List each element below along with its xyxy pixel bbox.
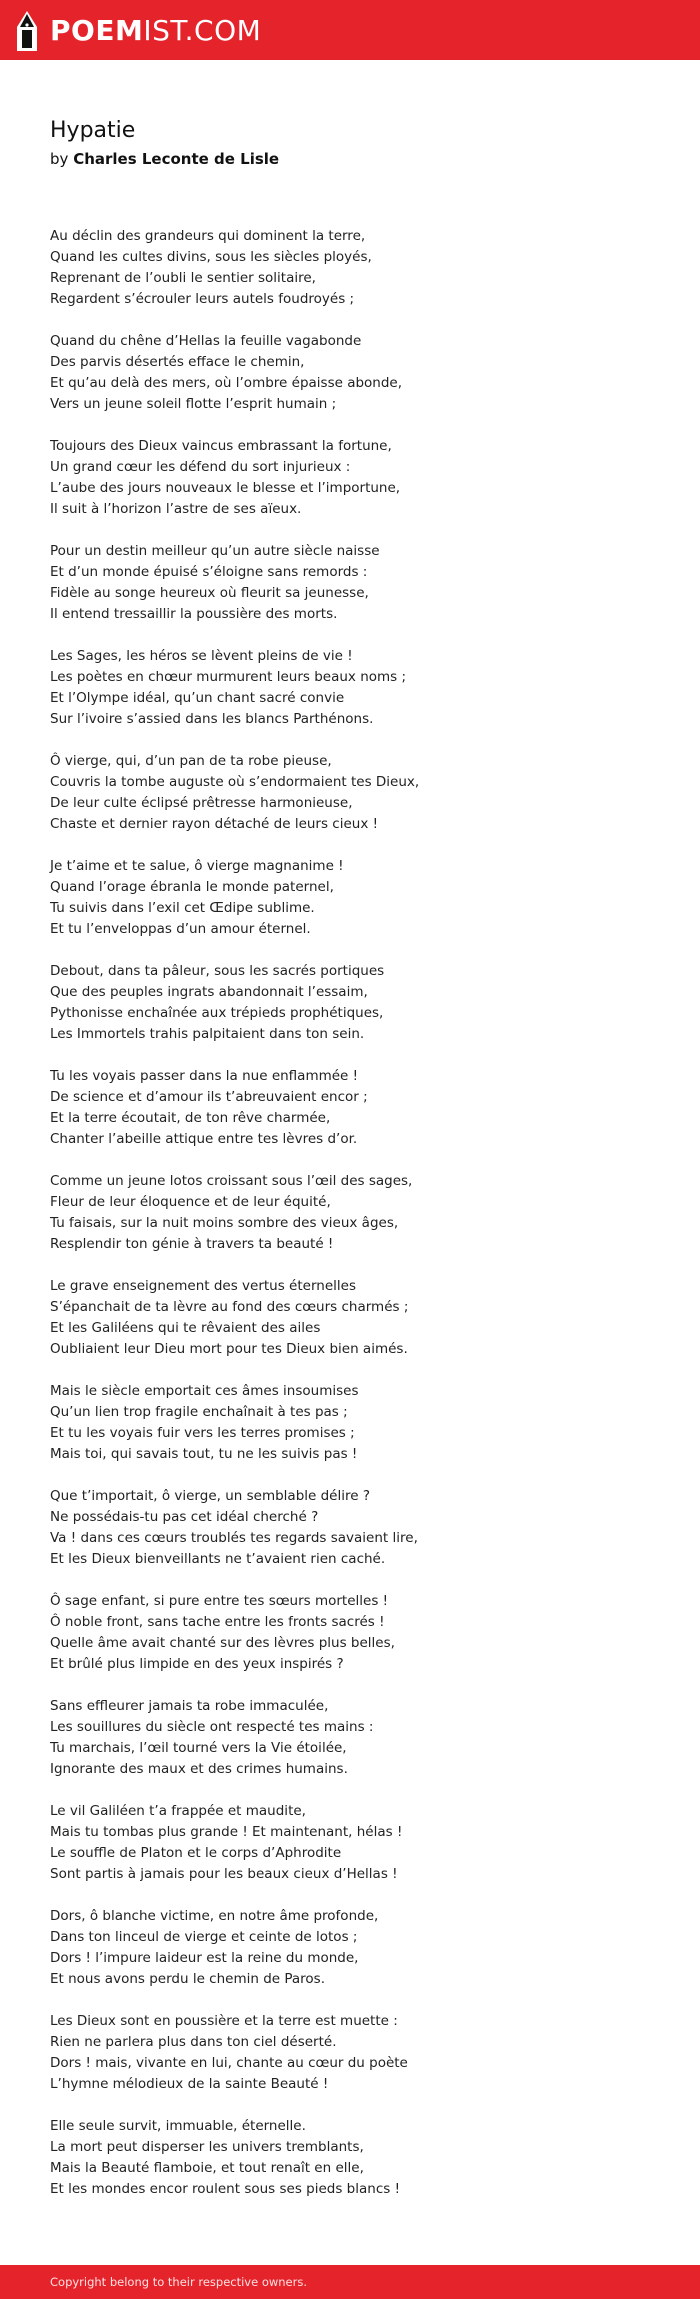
poem-body <box>50 226 650 2200</box>
poem-line: Il entend tressaillir la poussière des morts. <box>50 606 338 622</box>
poem-line: Les poètes en chœur murmurent leurs beaux noms ; <box>50 669 407 685</box>
poem-line: Ô noble front, sans tache entre les fronts sacrés ! <box>50 1614 385 1630</box>
poem-line: Et les Galiléens qui te rêvaient des ailes <box>50 1320 321 1336</box>
poem-line: Le souffle de Platon et le corps d’Aphrodite <box>50 1845 342 1861</box>
poem-line: S’épanchait de ta lèvre au fond des cœurs charmés ; <box>50 1299 409 1315</box>
poem-line: Mais la Beauté flamboie, et tout renaît en elle, <box>50 2160 364 2176</box>
poem-line: Je t’aime et te salue, ô vierge magnanime ! <box>50 858 344 874</box>
poem-line: Regardent s’écrouler leurs autels foudroyés ; <box>50 291 355 307</box>
poem-line: Et qu’au delà des mers, où l’ombre épaisse abonde, <box>50 375 403 391</box>
poem-stanza <box>50 961 650 1045</box>
poem-line: Quand du chêne d’Hellas la feuille vagabonde <box>50 333 362 349</box>
poem-line: Ô vierge, qui, d’un pan de ta robe pieuse, <box>50 753 332 769</box>
logo-wordmark-light: IST.COM <box>143 14 262 47</box>
poem-line: La mort peut disperser les univers tremblants, <box>50 2139 364 2155</box>
poem-line: Fleur de leur éloquence et de leur équité, <box>50 1194 331 1210</box>
poem-line: Et brûlé plus limpide en des yeux inspirés ? <box>50 1656 344 1672</box>
poem-line: Quand l’orage ébranla le monde paternel, <box>50 879 334 895</box>
poem-line: Que des peuples ingrats abandonnait l’essaim, <box>50 984 368 1000</box>
poem-stanza <box>50 2116 650 2200</box>
poem-line: Elle seule survit, immuable, éternelle. <box>50 2118 306 2134</box>
poem-line: Les Immortels trahis palpitaient dans ton sein. <box>50 1026 365 1042</box>
poem-stanza <box>50 226 650 310</box>
poem-stanza <box>50 856 650 940</box>
poem-line: Rien ne parlera plus dans ton ciel déserté. <box>50 2034 337 2050</box>
pen-nib-icon <box>16 11 38 51</box>
poem-stanza <box>50 1486 650 1570</box>
poem-line: Vers un jeune soleil flotte l’esprit humain ; <box>50 396 337 412</box>
poem-line: Debout, dans ta pâleur, sous les sacrés portiques <box>50 963 385 979</box>
poem-line: Et l’Olympe idéal, qu’un chant sacré convie <box>50 690 345 706</box>
poem-stanza <box>50 331 650 415</box>
poem-line: L’aube des jours nouveaux le blesse et l’importune, <box>50 480 401 496</box>
poem-line: Oubliaient leur Dieu mort pour tes Dieux bien aimés. <box>50 1341 408 1357</box>
logo-wordmark-bold: POEM <box>50 14 144 47</box>
poem-line: Sur l’ivoire s’assied dans les blancs Parthénons. <box>50 711 374 727</box>
poem-line: Dans ton linceul de vierge et ceinte de lotos ; <box>50 1929 358 1945</box>
poem-line: Tu faisais, sur la nuit moins sombre des vieux âges, <box>50 1215 399 1231</box>
poem-line: Ne possédais-tu pas cet idéal cherché ? <box>50 1509 319 1525</box>
poem-line: Un grand cœur les défend du sort injurieux : <box>50 459 351 475</box>
byline-label: by <box>50 150 69 168</box>
site-logo[interactable] <box>16 11 261 51</box>
poem-line: De science et d’amour ils t’abreuvaient encor ; <box>50 1089 368 1105</box>
poem-line: Sans effleurer jamais ta robe immaculée, <box>50 1698 329 1714</box>
poem-line: Quand les cultes divins, sous les siècles ployés, <box>50 249 372 265</box>
poem-content <box>50 116 650 2221</box>
poem-line: Va ! dans ces cœurs troublés tes regards savaient lire, <box>50 1530 418 1546</box>
poem-line: Tu suivis dans l’exil cet Œdipe sublime. <box>50 900 315 916</box>
poem-line: Pour un destin meilleur qu’un autre siècle naisse <box>50 543 380 559</box>
poem-stanza <box>50 1276 650 1360</box>
poem-line: Reprenant de l’oubli le sentier solitaire, <box>50 270 316 286</box>
poem-line: Les Dieux sont en poussière et la terre est muette : <box>50 2013 398 2029</box>
poem-stanza <box>50 1906 650 1990</box>
poem-line: Des parvis désertés efface le chemin, <box>50 354 305 370</box>
poem-line: Et nous avons perdu le chemin de Paros. <box>50 1971 326 1987</box>
poem-line: L’hymne mélodieux de la sainte Beauté ! <box>50 2076 329 2092</box>
poem-line: Dors ! mais, vivante en lui, chante au cœur du poète <box>50 2055 408 2071</box>
poem-line: Et tu l’enveloppas d’un amour éternel. <box>50 921 311 937</box>
poem-line: Ignorante des maux et des crimes humains. <box>50 1761 348 1777</box>
poem-line: Pythonisse enchaînée aux trépieds prophétiques, <box>50 1005 384 1021</box>
poem-author[interactable]: Charles Leconte de Lisle <box>73 150 280 168</box>
poem-byline <box>50 148 650 170</box>
poem-line: Mais toi, qui savais tout, tu ne les suivis pas ! <box>50 1446 358 1462</box>
poem-stanza <box>50 1171 650 1255</box>
poem-line: De leur culte éclipsé prêtresse harmonieuse, <box>50 795 353 811</box>
poem-line: Tu les voyais passer dans la nue enflammée ! <box>50 1068 359 1084</box>
poem-line: Comme un jeune lotos croissant sous l’œil des sages, <box>50 1173 413 1189</box>
poem-line: Tu marchais, l’œil tourné vers la Vie étoilée, <box>50 1740 347 1756</box>
poem-line: Ô sage enfant, si pure entre tes sœurs mortelles ! <box>50 1593 389 1609</box>
poem-line: Couvris la tombe auguste où s’endormaient tes Dieux, <box>50 774 420 790</box>
poem-stanza <box>50 1591 650 1675</box>
poem-stanza <box>50 1066 650 1150</box>
copyright-notice: Copyright belong to their respective owners. <box>50 2275 308 2289</box>
poem-stanza <box>50 2011 650 2095</box>
poem-stanza <box>50 541 650 625</box>
poem-stanza <box>50 646 650 730</box>
poem-stanza <box>50 1381 650 1465</box>
poem-line: Sont partis à jamais pour les beaux cieux d’Hellas ! <box>50 1866 398 1882</box>
poem-stanza <box>50 1696 650 1780</box>
site-footer <box>0 2265 700 2299</box>
poem-line: Toujours des Dieux vaincus embrassant la fortune, <box>50 438 392 454</box>
poem-line: Les Sages, les héros se lèvent pleins de vie ! <box>50 648 353 664</box>
site-header <box>0 0 700 60</box>
poem-title: Hypatie <box>50 118 136 143</box>
poem-line: Le grave enseignement des vertus éternelles <box>50 1278 356 1294</box>
poem-line: Qu’un lien trop fragile enchaînait à tes pas ; <box>50 1404 348 1420</box>
poem-line: Au déclin des grandeurs qui dominent la terre, <box>50 228 366 244</box>
logo-wordmark <box>50 11 261 51</box>
poem-stanza <box>50 1801 650 1885</box>
poem-line: Les souillures du siècle ont respecté tes mains : <box>50 1719 374 1735</box>
poem-line: Fidèle au songe heureux où fleurit sa jeunesse, <box>50 585 369 601</box>
poem-stanza <box>50 751 650 835</box>
poem-line: Mais tu tombas plus grande ! Et maintenant, hélas ! <box>50 1824 403 1840</box>
poem-stanza <box>50 436 650 520</box>
poem-line: Et les Dieux bienveillants ne t’avaient rien caché. <box>50 1551 386 1567</box>
poem-line: Le vil Galiléen t’a frappée et maudite, <box>50 1803 306 1819</box>
poem-line: Mais le siècle emportait ces âmes insoumises <box>50 1383 359 1399</box>
poem-line: Dors, ô blanche victime, en notre âme profonde, <box>50 1908 379 1924</box>
poem-line: Dors ! l’impure laideur est la reine du monde, <box>50 1950 359 1966</box>
poem-line: Quelle âme avait chanté sur des lèvres plus belles, <box>50 1635 395 1651</box>
poem-line: Chaste et dernier rayon détaché de leurs cieux ! <box>50 816 379 832</box>
poem-line: Il suit à l’horizon l’astre de ses aïeux. <box>50 501 302 517</box>
poem-line: Et tu les voyais fuir vers les terres promises ; <box>50 1425 355 1441</box>
poem-line: Resplendir ton génie à travers ta beauté ! <box>50 1236 334 1252</box>
poem-line: Que t’importait, ô vierge, un semblable délire ? <box>50 1488 370 1504</box>
poem-line: Et les mondes encor roulent sous ses pieds blancs ! <box>50 2181 400 2197</box>
poem-line: Et la terre écoutait, de ton rêve charmée, <box>50 1110 331 1126</box>
poem-line: Chanter l’abeille attique entre tes lèvres d’or. <box>50 1131 358 1147</box>
poem-line: Et d’un monde épuisé s’éloigne sans remords : <box>50 564 368 580</box>
